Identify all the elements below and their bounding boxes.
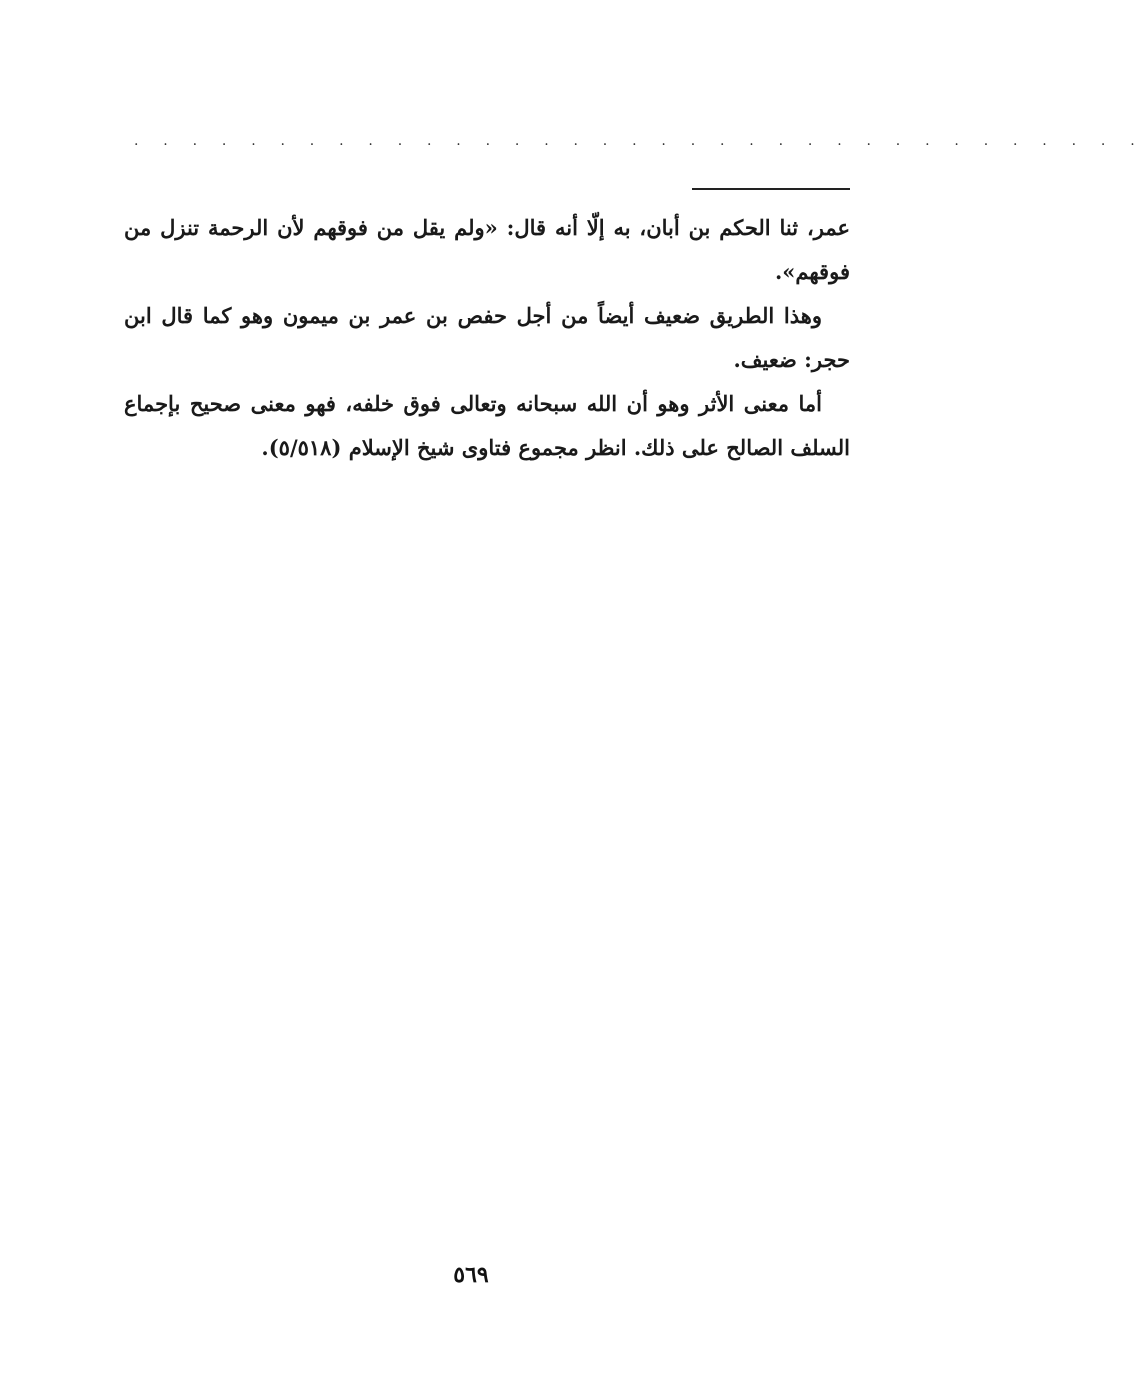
dotted-separator: . . . . . . . . . . . . . . . . . . . . . . . . . . . . . . . . . . . [134,133,1145,149]
page-number: ٥٦٩ [453,1262,489,1288]
footnote-paragraph: أما معنى الأثر وهو أن الله سبحانه وتعالى فوق خلفه، فهو معنى صحيح بإجماع السلف الصالح على ذلك. انظر مجموع فتاوى شيخ الإسلام (٥/٥١٨). [124,391,850,460]
footnote-paragraph: وهذا الطريق ضعيف أيضاً من أجل حفص بن عمر بن ميمون وهو كما قال ابن حجر: ضعيف. [124,303,850,372]
footnote-paragraph: عمر، ثنا الحكم بن أبان، به إلّا أنه قال: «ولم يقل من فوقهم لأن الرحمة تنزل من فوقهم». [124,215,850,284]
footnote-separator-line [692,188,850,190]
footnote-text [124,206,850,470]
